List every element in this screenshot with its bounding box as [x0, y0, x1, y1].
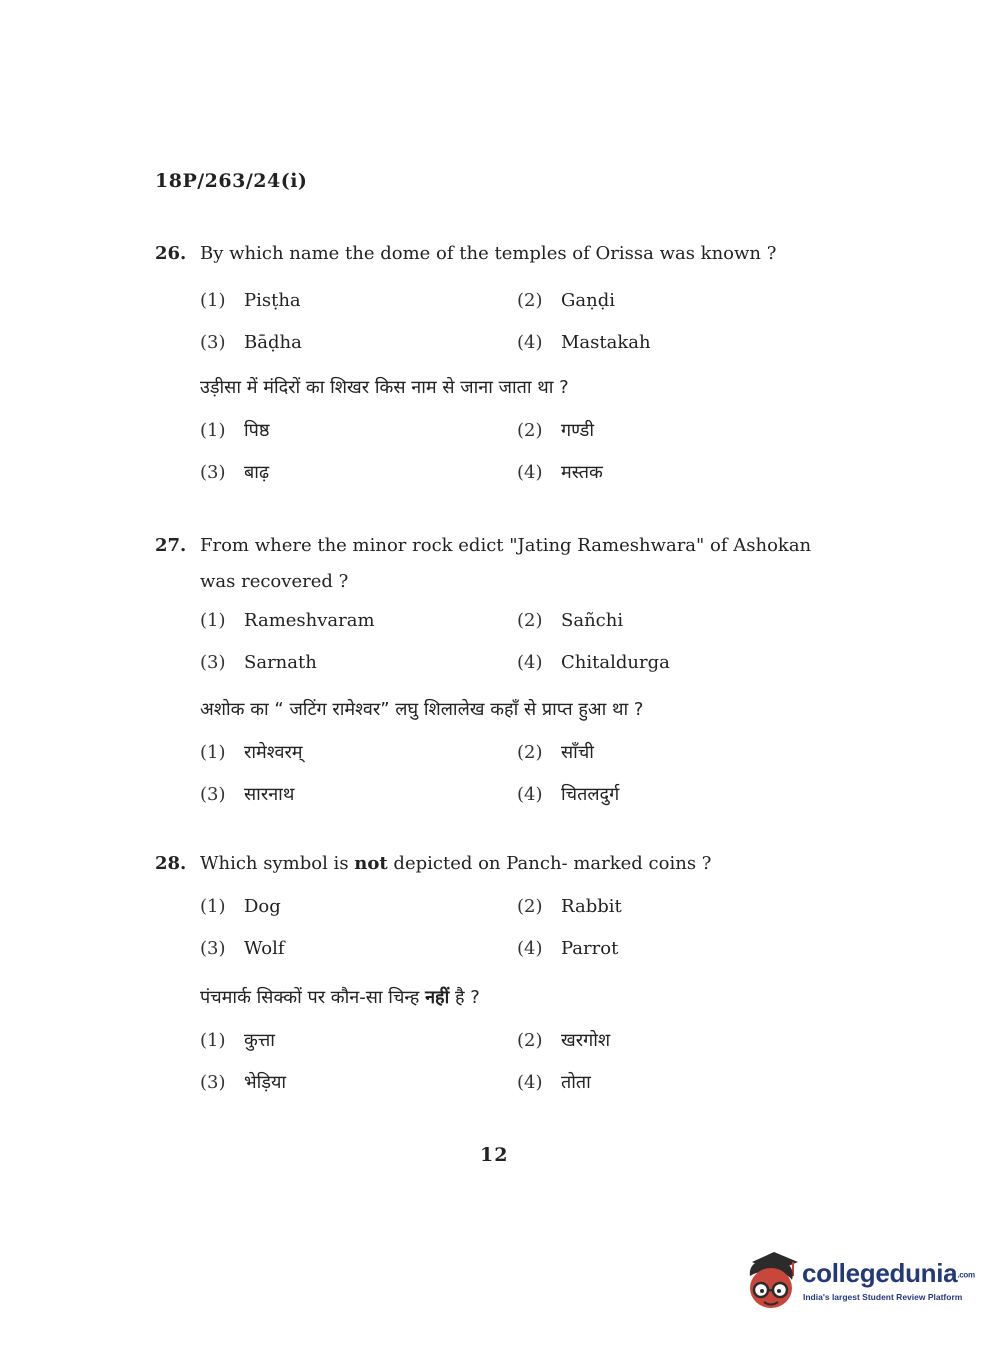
- option-text: Dog: [244, 896, 281, 917]
- option-text: साँची: [561, 742, 594, 763]
- option-text: Rabbit: [561, 896, 622, 917]
- option-number: (3): [200, 652, 226, 673]
- option: [200, 1062, 286, 1104]
- question-english-line: [155, 564, 845, 600]
- option: [200, 280, 301, 322]
- option-number: (1): [200, 610, 226, 631]
- option: [200, 928, 285, 970]
- question-text-part: है ?: [449, 987, 480, 1008]
- option-number: (3): [200, 1072, 226, 1093]
- options-row-hindi: [155, 452, 845, 494]
- option: [200, 1020, 275, 1062]
- mascot-icon: [742, 1250, 800, 1312]
- option: [200, 774, 294, 816]
- option: [200, 452, 269, 494]
- options-row: [155, 928, 845, 970]
- question-26: [155, 236, 845, 494]
- option: [517, 1062, 591, 1104]
- options-row: [155, 600, 845, 642]
- options-row-hindi: [155, 774, 845, 816]
- option: [517, 642, 670, 684]
- option-text: Parrot: [561, 938, 619, 959]
- question-text-part: पंचमार्क सिक्कों पर कौन-सा चिन्ह: [200, 987, 426, 1008]
- option-text: Mastakah: [561, 332, 651, 353]
- page-code: 18P/263/24(i): [155, 170, 308, 192]
- options-row: [155, 322, 845, 364]
- question-text-emphasis: not: [354, 853, 388, 874]
- option-text: Wolf: [244, 938, 285, 959]
- question-27: [155, 528, 845, 816]
- option: [200, 322, 302, 364]
- option: [517, 774, 619, 816]
- option-number: (3): [200, 332, 226, 353]
- option-text: Gaṇḍi: [561, 290, 615, 311]
- options-row: [155, 280, 845, 322]
- option-number: (2): [517, 420, 543, 441]
- question-hindi-line: [155, 980, 845, 1016]
- option: [200, 600, 375, 642]
- option-number: (2): [517, 742, 543, 763]
- question-english-line: [155, 528, 845, 564]
- option-number: (1): [200, 290, 226, 311]
- option-text: भेड़िया: [244, 1072, 287, 1093]
- question-text-part: depicted on Panch- marked coins ?: [387, 853, 712, 874]
- option-text: Chitaldurga: [561, 652, 670, 673]
- question-text-hindi: अशोक का “ जटिंग रामेश्वर” लघु शिलालेख कहाँ से प्राप्त हुआ था ?: [200, 699, 644, 720]
- option: [200, 732, 303, 774]
- option: [517, 410, 594, 452]
- option-number: (3): [200, 462, 226, 483]
- question-28: [155, 846, 845, 1104]
- question-number: 27.: [155, 535, 187, 556]
- options-row: [155, 642, 845, 684]
- option-number: (4): [517, 938, 543, 959]
- options-row-hindi: [155, 1020, 845, 1062]
- option-text: तोता: [561, 1072, 591, 1093]
- option: [517, 322, 651, 364]
- option-text: चितलदुर्ग: [561, 784, 620, 805]
- brand-tld: .com: [957, 1270, 975, 1280]
- option: [517, 732, 594, 774]
- option: [517, 928, 618, 970]
- options-row-hindi: [155, 732, 845, 774]
- option: [200, 410, 270, 452]
- option-text: मस्तक: [561, 462, 603, 483]
- question-hindi-line: [155, 692, 845, 728]
- option-text: बाढ़: [244, 462, 270, 483]
- brand-name-text: collegedunia: [802, 1258, 958, 1288]
- option: [517, 886, 622, 928]
- option-number: (4): [517, 652, 543, 673]
- option-number: (3): [200, 784, 226, 805]
- brand-tagline: India's largest Student Review Platform: [803, 1292, 963, 1302]
- options-row-hindi: [155, 410, 845, 452]
- question-number: 26.: [155, 243, 187, 264]
- option-text: Sarnath: [244, 652, 317, 673]
- option-text: गण्डी: [561, 420, 594, 441]
- option: [200, 642, 317, 684]
- question-english-line: [155, 236, 845, 272]
- option-text: खरगोश: [561, 1030, 611, 1051]
- option-text: सारनाथ: [244, 784, 295, 805]
- question-english-line: [155, 846, 845, 882]
- option-text: Pisṭha: [244, 290, 301, 311]
- question-text: From where the minor rock edict "Jating Rameshwara" of Ashokan: [200, 535, 812, 556]
- option: [517, 452, 603, 494]
- brand-name: [802, 1258, 975, 1289]
- option: [517, 1020, 610, 1062]
- question-text-hindi: [200, 980, 480, 1016]
- collegedunia-watermark: [742, 1250, 975, 1312]
- options-row: [155, 886, 845, 928]
- question-text: By which name the dome of the temples of Orissa was known ?: [200, 243, 777, 264]
- question-text-continued: was recovered ?: [200, 571, 349, 592]
- option-number: (3): [200, 938, 226, 959]
- option-text: कुत्ता: [244, 1030, 275, 1051]
- option: [517, 280, 615, 322]
- option-text: Sañchi: [561, 610, 624, 631]
- page-number: 12: [480, 1144, 509, 1166]
- option-number: (4): [517, 332, 543, 353]
- option-number: (2): [517, 1030, 543, 1051]
- question-text-emphasis: नहीं: [425, 987, 450, 1008]
- question-text: [200, 846, 711, 882]
- option-text: पिष्ठ: [244, 420, 270, 441]
- question-text-part: Which symbol is: [200, 853, 355, 874]
- option-number: (1): [200, 896, 226, 917]
- option-number: (2): [517, 290, 543, 311]
- option-number: (4): [517, 784, 543, 805]
- option-number: (4): [517, 1072, 543, 1093]
- question-number: 28.: [155, 853, 187, 874]
- option-number: (1): [200, 420, 226, 441]
- option-number: (2): [517, 896, 543, 917]
- question-hindi-line: [155, 370, 845, 406]
- option-text: Bāḍha: [244, 332, 302, 353]
- option-number: (4): [517, 462, 543, 483]
- question-text-hindi: उड़ीसा में मंदिरों का शिखर किस नाम से जाना जाता था ?: [200, 377, 569, 398]
- option-number: (2): [517, 610, 543, 631]
- option-number: (1): [200, 1030, 226, 1051]
- option-number: (1): [200, 742, 226, 763]
- option: [517, 600, 623, 642]
- option-text: रामेश्वरम्: [244, 742, 303, 763]
- options-row-hindi: [155, 1062, 845, 1104]
- option-text: Rameshvaram: [244, 610, 375, 631]
- option: [200, 886, 281, 928]
